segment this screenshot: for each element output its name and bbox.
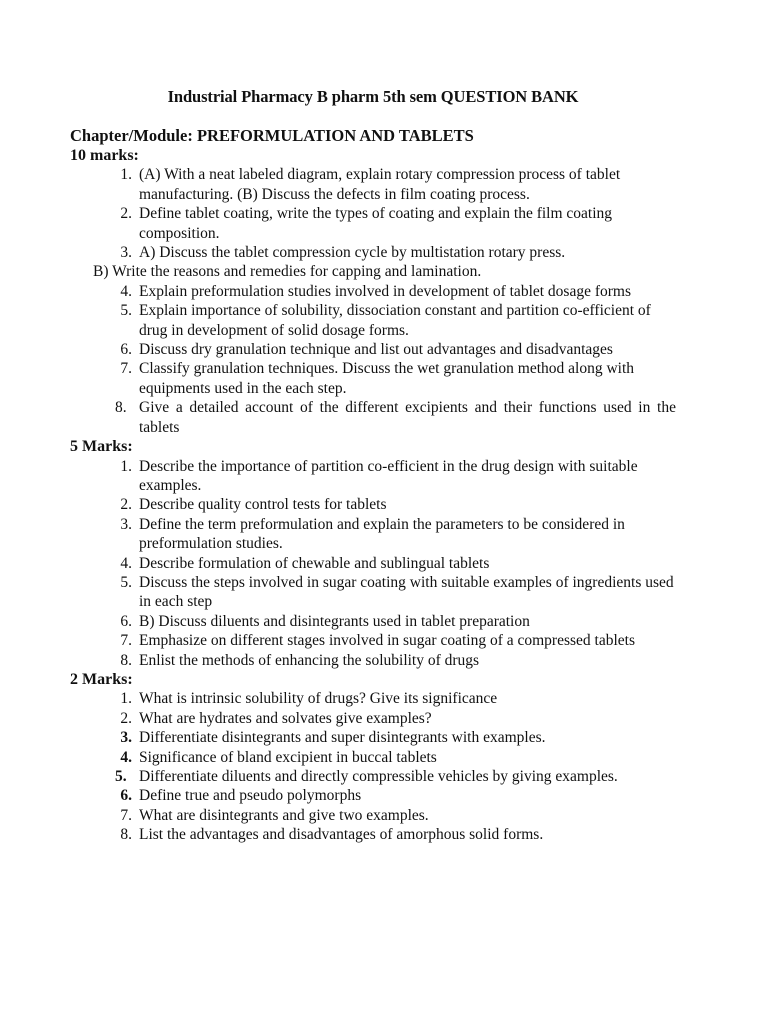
question-item: [70, 398, 676, 437]
question-item: [70, 612, 676, 631]
question-number: 3.: [120, 729, 132, 747]
chapter-heading: Chapter/Module: PREFORMULATION AND TABLETS: [70, 126, 474, 145]
question-item: [70, 651, 676, 670]
question-text: Define tablet coating, write the types of coating and explain the film coating composition.: [139, 205, 613, 242]
question-number: 1.: [120, 457, 132, 475]
question-number: 8.: [120, 826, 132, 844]
question-number: 8.: [120, 651, 132, 669]
question-text: What are disintegrants and give two examples.: [139, 806, 429, 824]
question-text: Describe quality control tests for tablets: [139, 496, 387, 514]
question-item: [70, 340, 676, 359]
question-text: Give a detailed account of the different excipients and their functions used in the tablets: [139, 399, 676, 436]
question-text: B) Discuss diluents and disintegrants used in tablet preparation: [139, 612, 530, 630]
section-heading-2-marks: 2 Marks:: [70, 670, 133, 688]
question-text: A) Discuss the tablet compression cycle by multistation rotary press.: [139, 244, 566, 262]
question-number: 7.: [120, 806, 132, 824]
question-item: [70, 282, 676, 301]
question-item: [70, 825, 676, 844]
question-list-10-marks-cont: [70, 282, 676, 437]
question-number: 2.: [120, 709, 132, 727]
page-title: Industrial Pharmacy B pharm 5th sem QUESTION BANK: [167, 87, 579, 106]
question-number: 6.: [120, 787, 132, 805]
question-text: (A) With a neat labeled diagram, explain rotary compression process of tablet manufacturing. (B) Discuss the defects in film coating process.: [139, 166, 621, 203]
question-bank: [70, 146, 676, 845]
section-heading-5-marks: 5 Marks:: [70, 438, 133, 456]
question-item: [70, 359, 676, 398]
question-text: What is intrinsic solubility of drugs? Give its significance: [139, 690, 498, 708]
question-number: 2.: [120, 496, 132, 514]
question-number: 6.: [120, 341, 132, 359]
question-subpart: B) Write the reasons and remedies for capping and lamination.: [93, 263, 482, 281]
question-number: 4.: [120, 282, 132, 300]
question-number: 4.: [120, 554, 132, 572]
question-text: Enlist the methods of enhancing the solubility of drugs: [139, 651, 480, 669]
question-item: [70, 806, 676, 825]
question-item: [70, 204, 676, 243]
question-item: [70, 573, 676, 612]
question-item: [70, 689, 676, 708]
question-number: 1.: [120, 166, 132, 184]
question-item: [70, 728, 676, 747]
question-text: Differentiate diluents and directly compressible vehicles by giving examples.: [139, 768, 618, 785]
question-number: 7.: [120, 360, 132, 378]
question-text: Differentiate disintegrants and super disintegrants with examples.: [139, 729, 546, 747]
question-number: 3.: [120, 244, 132, 262]
question-text: Describe the importance of partition co-efficient in the drug design with suitable examples.: [139, 457, 638, 494]
question-list-2-marks: [70, 689, 676, 844]
question-item: [70, 631, 676, 650]
question-text: Define true and pseudo polymorphs: [139, 787, 362, 805]
question-list-5-marks: [70, 457, 676, 670]
question-item: [70, 748, 676, 767]
question-text: Describe formulation of chewable and sublingual tablets: [139, 554, 490, 572]
question-item: [70, 786, 676, 805]
question-text: Significance of bland excipient in buccal tablets: [139, 748, 437, 766]
question-text: Discuss dry granulation technique and list out advantages and disadvantages: [139, 341, 613, 359]
question-number: 5.: [115, 768, 127, 785]
question-text: What are hydrates and solvates give examples?: [139, 709, 432, 727]
question-item: [70, 554, 676, 573]
section-heading-10-marks: 10 marks:: [70, 147, 139, 164]
question-number: 8.: [115, 399, 127, 417]
question-item: [70, 301, 676, 340]
question-item: [70, 767, 676, 786]
question-number: 5.: [120, 302, 132, 320]
question-text: Emphasize on different stages involved in sugar coating of a compressed tablets: [139, 632, 635, 650]
question-text: Define the term preformulation and explain the parameters to be considered in preformulation studies.: [139, 515, 625, 553]
question-text: List the advantages and disadvantages of amorphous solid forms.: [139, 826, 544, 844]
question-number: 7.: [120, 632, 132, 650]
question-number: 2.: [120, 205, 132, 223]
question-number: 5.: [120, 573, 132, 591]
question-item: [70, 515, 676, 554]
question-text: Classify granulation techniques. Discuss the wet granulation method along with equipments used in the each step.: [139, 360, 635, 397]
question-text: Explain importance of solubility, dissociation constant and partition co-efficient of drug in development of solid dosage forms.: [139, 302, 651, 339]
question-item: [70, 243, 676, 262]
question-list-10-marks: [70, 165, 676, 262]
question-item: [70, 165, 676, 204]
question-number: 3.: [120, 515, 132, 533]
question-item: [70, 709, 676, 728]
question-item: [70, 457, 676, 496]
question-number: 4.: [120, 748, 132, 766]
question-number: 6.: [120, 612, 132, 630]
question-text: Explain preformulation studies involved in development of tablet dosage forms: [139, 282, 632, 300]
question-text: Discuss the steps involved in sugar coating with suitable examples of ingredients used in each step: [139, 573, 674, 611]
question-number: 1.: [120, 690, 132, 708]
question-item: [70, 495, 676, 514]
